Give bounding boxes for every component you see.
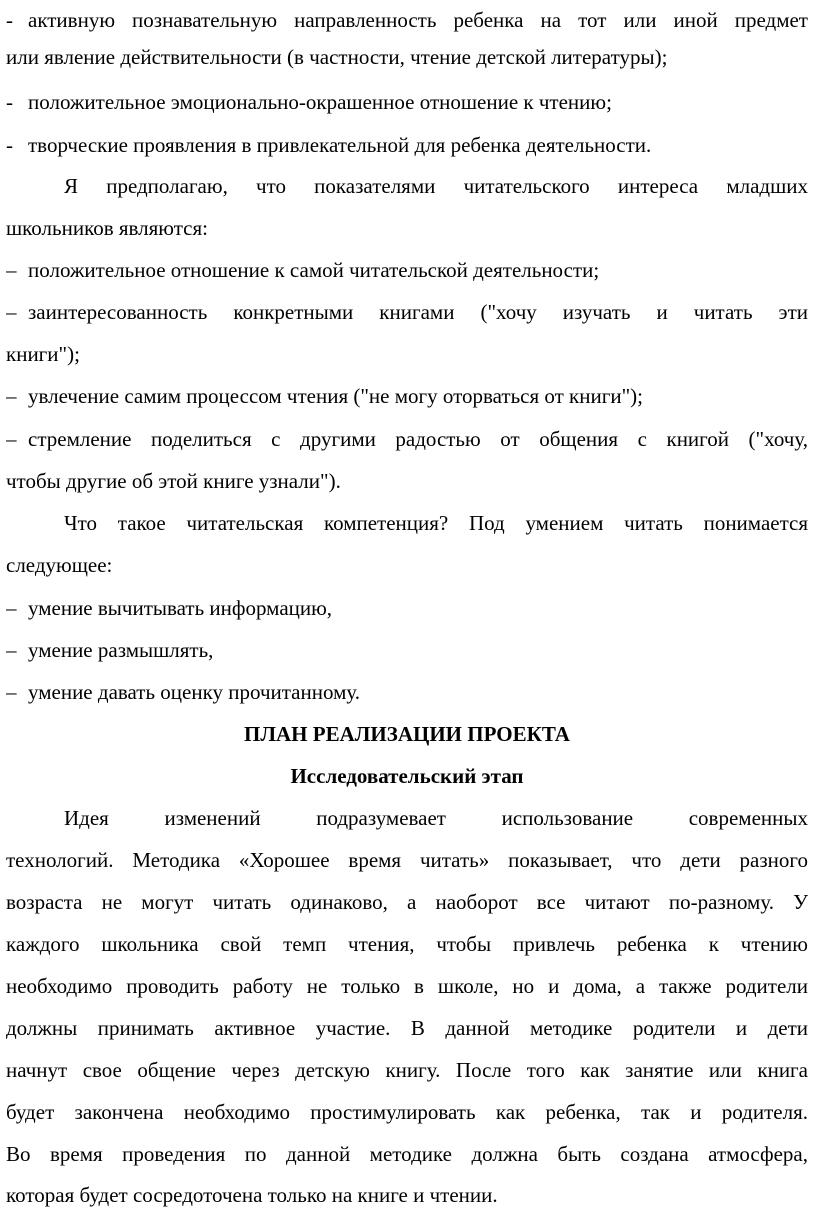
list-marker: – <box>6 300 17 324</box>
paragraph-line: технологий. Методика «Хорошее время читать» показывает, что дети разного <box>6 848 808 872</box>
list-marker: – <box>6 680 17 704</box>
section-subheading: Исследовательский этап <box>290 764 524 788</box>
paragraph-line: школьников являются: <box>6 216 208 240</box>
list-item <box>6 297 808 327</box>
list-marker: – <box>6 638 17 662</box>
list-item-continuation: или явление действительности (в частности, чтение детской литературы); <box>6 45 668 69</box>
list-marker: – <box>6 427 17 451</box>
list-item <box>6 255 808 285</box>
list-marker: - <box>6 90 13 114</box>
list-marker: - <box>6 8 13 32</box>
paragraph-line: необходимо проводить работу не только в школе, но и дома, а также родители <box>6 974 808 998</box>
list-item-text: положительное отношение к самой читательской деятельности; <box>28 258 600 282</box>
list-item-text: творческие проявления в привлекательной для ребенка деятельности. <box>28 133 652 157</box>
paragraph-line: следующее: <box>6 553 113 577</box>
list-item <box>6 424 808 454</box>
list-item <box>6 5 808 35</box>
paragraph-line: будет закончена необходимо простимулировать как ребенка, так и родителя. <box>6 1100 808 1124</box>
list-item-continuation: чтобы другие об этой книге узнали"). <box>6 469 341 493</box>
list-item-text: умение давать оценку прочитанному. <box>28 680 361 704</box>
list-item <box>6 381 808 411</box>
list-item <box>6 677 808 707</box>
list-item <box>6 87 808 117</box>
section-heading: ПЛАН РЕАЛИЗАЦИИ ПРОЕКТА <box>244 722 570 746</box>
paragraph-line: начнут свое общение через детскую книгу. После того как занятие или книга <box>6 1058 808 1082</box>
paragraph-line: Во время проведения по данной методике должна быть создана атмосфера, <box>6 1142 808 1166</box>
list-item-text: активную познавательную направленность ребенка на тот или иной предмет <box>28 8 808 32</box>
list-item <box>6 130 808 160</box>
paragraph-line: возраста не могут читать одинаково, а наоборот все читают по-разному. У <box>6 890 808 914</box>
list-item-text: умение вычитывать информацию, <box>28 596 333 620</box>
list-item <box>6 593 808 623</box>
paragraph-line: Что такое читательская компетенция? Под умением читать понимается <box>64 511 808 535</box>
list-item-text: увлечение самим процессом чтения ("не могу оторваться от книги"); <box>28 384 643 408</box>
list-item-text: умение размышлять, <box>28 638 214 662</box>
paragraph-line: Идея изменений подразумевает использование современных <box>64 806 808 830</box>
list-item-text: положительное эмоционально-окрашенное отношение к чтению; <box>28 90 612 114</box>
list-marker: - <box>6 133 13 157</box>
list-item-text: заинтересованность конкретными книгами ("хочу изучать и читать эти <box>28 300 808 324</box>
list-item-text: стремление поделиться с другими радостью от общения с книгой ("хочу, <box>28 427 808 451</box>
paragraph-line: каждого школьника свой темп чтения, чтобы привлечь ребенка к чтению <box>6 932 808 956</box>
list-item <box>6 635 808 665</box>
list-marker: – <box>6 384 17 408</box>
paragraph-line: Я предполагаю, что показателями читательского интереса младших <box>64 174 808 198</box>
list-marker: – <box>6 258 17 282</box>
list-item-continuation: книги"); <box>6 342 80 366</box>
paragraph-line: должны принимать активное участие. В данной методике родители и дети <box>6 1016 808 1040</box>
list-marker: – <box>6 596 17 620</box>
paragraph-line: которая будет сосредоточена только на книге и чтении. <box>6 1183 498 1207</box>
